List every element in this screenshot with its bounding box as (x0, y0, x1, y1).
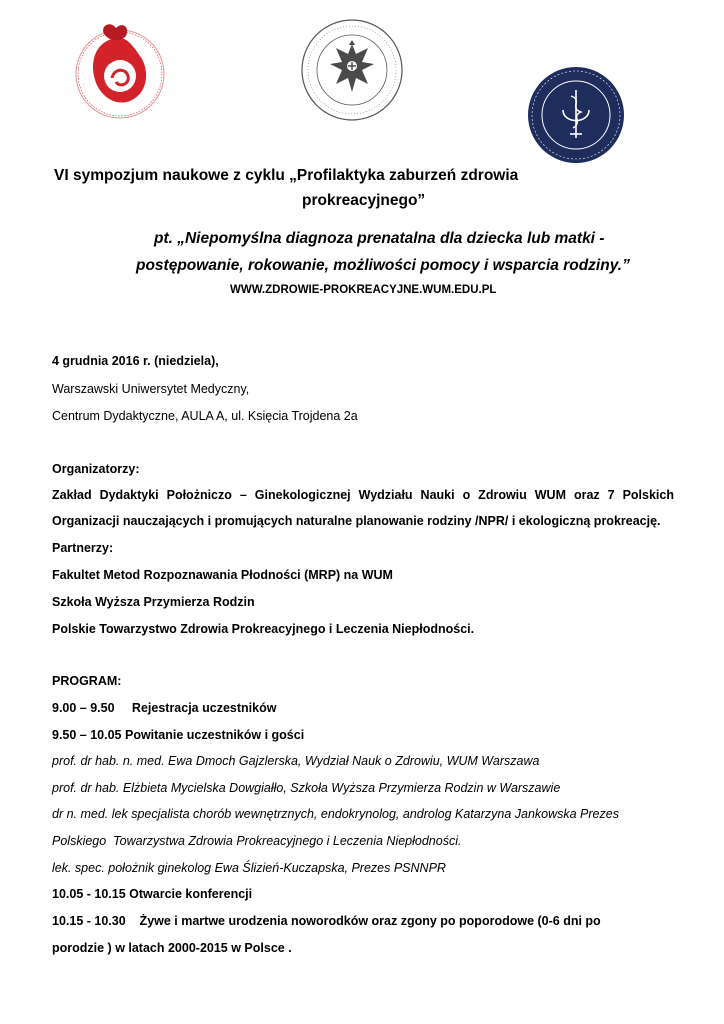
program-item: 9.00 – 9.50 Rejestracja uczestników (52, 701, 277, 715)
organizers-line1: Zakład Dydaktyki Położniczo – Ginekologicznej Wydziału Nauki o Zdrowiu WUM oraz 7 Polskich (52, 488, 674, 502)
event-date: 4 grudnia 2016 r. (niedziela), (52, 354, 219, 368)
organizers-line2: Organizacji nauczających i promujących naturalne planowanie rodziny /NPR/ i ekologiczną prokreację. (52, 514, 661, 528)
program-speaker: lek. spec. położnik ginekolog Ewa Ślizień-Kuczapska, Prezes PSNNPR (52, 861, 446, 875)
symposium-title-line1: VI sympozjum naukowe z cyklu „Profilaktyka zaburzeń zdrowia (54, 167, 519, 184)
program-item: 9.50 – 10.05 Powitanie uczestników i gości (52, 728, 305, 742)
program-speaker: prof. dr hab. n. med. Ewa Dmoch Gajzlerska, Wydział Nauk o Zdrowiu, WUM Warszawa (52, 754, 540, 768)
venue-address: Centrum Dydaktyczne, AULA A, ul. Księcia Trojdena 2a (52, 409, 358, 423)
program-speaker: Polskiego Towarzystwa Zdrowia Prokreacyjnego i Leczenia Niepłodności. (52, 834, 462, 848)
venue-university: Warszawski Uniwersytet Medyczny, (52, 382, 250, 396)
program-speaker: dr n. med. lek specjalista chorób wewnętrznych, endokrynolog, androlog Katarzyna Jankowska Prezes (52, 807, 619, 821)
program-item: 10.05 - 10.15 Otwarcie konferencji (52, 887, 253, 901)
symposium-title-line2: prokreacyjnego” (302, 192, 426, 209)
partners-heading: Partnerzy: (52, 541, 114, 555)
department-logo (70, 16, 170, 126)
program-heading: PROGRAM: (52, 674, 122, 688)
partner-item: Fakultet Metod Rozpoznawania Płodności (MRP) na WUM (52, 568, 393, 582)
program-speaker: prof. dr hab. Elżbieta Mycielska Dowgiałło, Szkoła Wyższa Przymierza Rodzin w Warszawie (52, 781, 561, 795)
faculty-logo (527, 66, 625, 164)
topic-subtitle-line2: postępowanie, rokowanie, możliwości pomocy i wsparcia rodziny.” (136, 257, 630, 274)
program-item: 10.15 - 10.30 Żywe i martwe urodzenia noworodków oraz zgony po poporodowe (0-6 dni po (52, 914, 601, 928)
university-seal-logo (298, 14, 406, 126)
topic-subtitle-line1: pt. „Niepomyślna diagnoza prenatalna dla dziecka lub matki - (154, 230, 605, 247)
partner-item: Polskie Towarzystwo Zdrowia Prokreacyjnego i Leczenia Niepłodności. (52, 622, 475, 636)
website-link[interactable]: WWW.ZDROWIE-PROKREACYJNE.WUM.EDU.PL (230, 284, 497, 296)
program-item: porodzie ) w latach 2000-2015 w Polsce . (52, 941, 292, 955)
organizers-heading: Organizatorzy: (52, 462, 140, 476)
partner-item: Szkoła Wyższa Przymierza Rodzin (52, 595, 255, 609)
